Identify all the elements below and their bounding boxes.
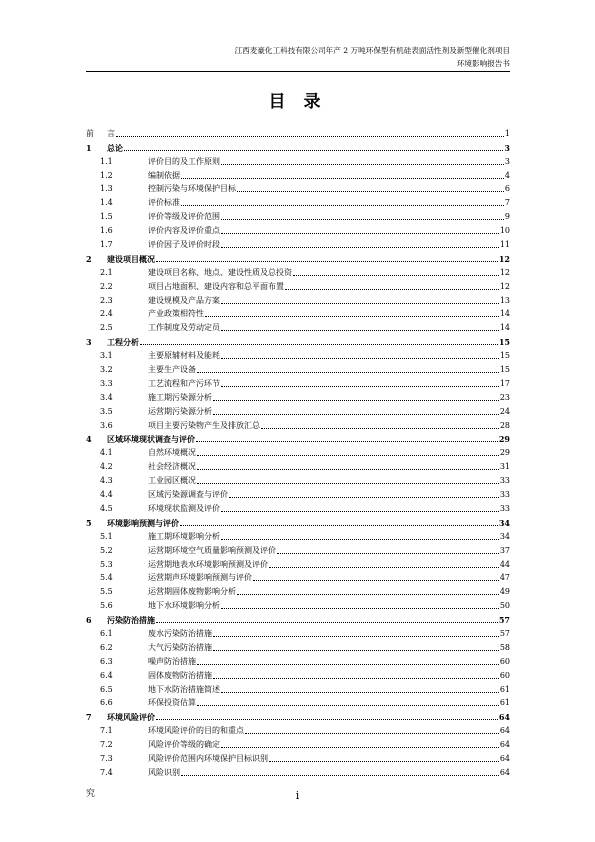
toc-section-entry[interactable] bbox=[86, 458, 510, 472]
toc-dot-leader bbox=[293, 275, 499, 276]
toc-entry-page: 29 bbox=[498, 434, 510, 445]
toc-section-entry[interactable] bbox=[86, 736, 510, 750]
toc-entry-title: 区域污染源调查与评价 bbox=[148, 490, 228, 500]
toc-entry-title: 地下水环境影响分析 bbox=[148, 601, 220, 611]
toc-entry-page: 29 bbox=[499, 448, 510, 458]
toc-entry-page: 47 bbox=[499, 573, 510, 583]
toc-chapter-entry[interactable] bbox=[86, 514, 510, 528]
toc-entry-page: 3 bbox=[504, 156, 510, 166]
toc-entry-title: 评价内容及评价重点 bbox=[148, 226, 220, 236]
toc-dot-leader bbox=[205, 316, 499, 317]
toc-entry-number: 3.1 bbox=[100, 351, 113, 361]
toc-chapter-entry[interactable] bbox=[86, 611, 510, 625]
toc-dot-leader bbox=[253, 580, 499, 581]
toc-entry-page: 15 bbox=[499, 365, 510, 375]
running-header bbox=[90, 44, 510, 70]
toc-entry-page: 33 bbox=[499, 490, 510, 500]
toc-entry-title: 主要生产设备 bbox=[148, 365, 196, 375]
footer-left-text: 究 bbox=[86, 789, 96, 799]
toc-entry-title: 编制依据 bbox=[148, 170, 180, 180]
page-title: 目 录 bbox=[268, 92, 327, 112]
toc-dot-leader bbox=[277, 553, 499, 554]
toc-entry-page: 64 bbox=[498, 712, 510, 723]
toc-dot-leader bbox=[221, 539, 499, 540]
toc-chapter-entry[interactable] bbox=[86, 250, 510, 264]
toc-entry-page: 33 bbox=[499, 503, 510, 513]
toc-section-entry[interactable] bbox=[86, 639, 510, 653]
toc-dot-leader bbox=[180, 525, 498, 526]
toc-entry-title: 总论 bbox=[107, 142, 123, 153]
toc-entry-title: 大气污染防治措施 bbox=[148, 642, 212, 652]
toc-entry-title: 项目主要污染物产生及排放汇总 bbox=[148, 420, 260, 430]
toc-dot-leader bbox=[229, 497, 499, 498]
toc-entry-title: 运营期固体废物影响分析 bbox=[148, 587, 236, 597]
toc-section-entry[interactable] bbox=[86, 375, 510, 389]
toc-entry-page: 33 bbox=[499, 476, 510, 486]
toc-dot-leader bbox=[140, 344, 498, 345]
toc-section-entry[interactable] bbox=[86, 625, 510, 639]
toc-section-entry[interactable] bbox=[86, 278, 510, 292]
toc-entry-title: 环保投资估算 bbox=[148, 698, 196, 708]
toc-entry-title: 评价目的及工作原则 bbox=[148, 156, 220, 166]
toc-dot-leader bbox=[237, 191, 504, 192]
toc-entry-title: 建设项目名称、地点、建设性质及总投资 bbox=[148, 267, 292, 277]
toc-entry-page: 10 bbox=[499, 226, 510, 236]
toc-entry-page: 12 bbox=[498, 253, 510, 264]
toc-entry-title: 地下水防治措施简述 bbox=[148, 684, 220, 694]
toc-section-entry[interactable] bbox=[86, 583, 510, 597]
toc-entry-title: 主要原辅材料及能耗 bbox=[148, 351, 220, 361]
toc-dot-leader bbox=[261, 428, 499, 429]
toc-entry-page: 12 bbox=[499, 267, 510, 277]
toc-entry-number: 6.3 bbox=[100, 656, 113, 666]
toc-entry-title: 环境现状监测及评价 bbox=[148, 503, 220, 513]
toc-dot-leader bbox=[269, 761, 499, 762]
toc-entry-page: 12 bbox=[499, 281, 510, 291]
toc-entry-number: 7.1 bbox=[100, 726, 113, 736]
toc-entry-page: 6 bbox=[504, 184, 510, 194]
toc-entry-number: 7.2 bbox=[100, 740, 113, 750]
toc-entry-title: 噪声防治措施 bbox=[148, 656, 196, 666]
toc-entry-page: 57 bbox=[499, 628, 510, 638]
toc-entry-title: 环境影响预测与评价 bbox=[107, 517, 179, 528]
toc-entry-page: 57 bbox=[498, 615, 510, 626]
toc-entry-page: 61 bbox=[499, 698, 510, 708]
toc-entry-title: 施工期环境影响分析 bbox=[148, 531, 220, 541]
toc-dot-leader bbox=[221, 692, 499, 693]
toc-entry-title: 环境风险评价 bbox=[107, 712, 155, 723]
toc-section-entry[interactable] bbox=[86, 542, 510, 556]
toc-entry-title: 运营期声环境影响预测与评价 bbox=[148, 573, 252, 583]
toc-section-entry[interactable] bbox=[86, 319, 510, 333]
toc-entry-title: 评价因子及评价时段 bbox=[148, 240, 220, 250]
toc-dot-leader bbox=[116, 136, 504, 137]
toc-entry-title: 建设规模及产品方案 bbox=[148, 295, 220, 305]
toc-entry-title: 运营期污染源分析 bbox=[148, 406, 212, 416]
toc-entry-number: 2.5 bbox=[100, 323, 113, 333]
toc-entry-number: 5.6 bbox=[100, 601, 113, 611]
toc-entry-page: 58 bbox=[499, 642, 510, 652]
toc-entry-title: 固体废物防治措施 bbox=[148, 670, 212, 680]
toc-section-entry[interactable] bbox=[86, 722, 510, 736]
toc-dot-leader bbox=[213, 678, 499, 679]
toc-entry-title: 控制污染与环境保护目标 bbox=[148, 184, 236, 194]
toc-dot-leader bbox=[213, 636, 499, 637]
toc-entry-number: 3.5 bbox=[100, 406, 113, 416]
toc-dot-leader bbox=[221, 608, 499, 609]
toc-entry-title: 工艺流程和产污环节 bbox=[148, 378, 220, 388]
toc-section-entry[interactable] bbox=[86, 153, 510, 167]
toc-dot-leader bbox=[196, 441, 498, 442]
toc-entry-page: 50 bbox=[499, 601, 510, 611]
toc-entry-number: 1.1 bbox=[100, 156, 113, 166]
toc-entry-page: 64 bbox=[499, 740, 510, 750]
toc-dot-leader bbox=[181, 775, 499, 776]
toc-dot-leader bbox=[221, 330, 499, 331]
toc-entry-number: 6.5 bbox=[100, 684, 113, 694]
toc-entry-title: 工程分析 bbox=[107, 337, 139, 348]
toc-dot-leader bbox=[213, 400, 499, 401]
toc-entry-number: 前 bbox=[86, 128, 101, 138]
toc-entry-number: 1.4 bbox=[100, 198, 113, 208]
toc-chapter-entry[interactable] bbox=[86, 708, 510, 722]
toc-entry-number: 6 bbox=[86, 615, 92, 626]
toc-section-entry[interactable] bbox=[86, 570, 510, 584]
toc-entry-number: 3 bbox=[86, 337, 92, 348]
toc-section-entry[interactable] bbox=[86, 528, 510, 542]
toc-entry-page: 14 bbox=[499, 323, 510, 333]
toc-entry-page: 15 bbox=[498, 337, 510, 348]
toc-dot-leader bbox=[221, 247, 499, 248]
toc-chapter-entry[interactable] bbox=[86, 431, 510, 445]
toc-section-entry[interactable] bbox=[86, 347, 510, 361]
toc-chapter-entry[interactable] bbox=[86, 139, 510, 153]
toc-entry-page: 34 bbox=[499, 531, 510, 541]
toc-section-entry[interactable] bbox=[86, 597, 510, 611]
toc-entry-page: 17 bbox=[499, 378, 510, 388]
toc-dot-leader bbox=[245, 733, 499, 734]
toc-entry-number: 5.3 bbox=[100, 559, 113, 569]
toc-dot-leader bbox=[269, 567, 499, 568]
toc-entry-number: 6.6 bbox=[100, 698, 113, 708]
toc-entry-number: 2.4 bbox=[100, 309, 113, 319]
toc-section-entry[interactable] bbox=[86, 653, 510, 667]
toc-dot-leader bbox=[221, 747, 499, 748]
toc-entry-title: 风险评价范围内环境保护目标识别 bbox=[148, 753, 268, 763]
toc-section-entry[interactable] bbox=[86, 222, 510, 236]
toc-dot-leader bbox=[156, 622, 498, 623]
toc-entry-page: 1 bbox=[504, 128, 510, 138]
toc-entry-page: 9 bbox=[504, 212, 510, 222]
toc-section-entry[interactable] bbox=[86, 403, 510, 417]
toc-dot-leader bbox=[221, 511, 499, 512]
toc-dot-leader bbox=[197, 705, 499, 706]
toc-entry-number: 2.2 bbox=[100, 281, 113, 291]
toc-chapter-entry[interactable] bbox=[86, 333, 510, 347]
toc-entry-number: 2.3 bbox=[100, 295, 113, 305]
toc-section-entry[interactable] bbox=[86, 486, 510, 500]
toc-section-entry[interactable] bbox=[86, 444, 510, 458]
toc-entry-number: 4 bbox=[86, 434, 92, 445]
toc-entry-page: 11 bbox=[499, 240, 510, 250]
toc-entry-number: 7.4 bbox=[100, 767, 113, 777]
toc-dot-leader bbox=[181, 178, 504, 179]
toc-entry-page: 64 bbox=[499, 726, 510, 736]
toc-entry-title: 建设项目概况 bbox=[107, 253, 155, 264]
toc-section-entry[interactable] bbox=[86, 236, 510, 250]
header-line-2: 环境影响报告书 bbox=[456, 59, 510, 68]
toc-entry-number: 5.5 bbox=[100, 587, 113, 597]
toc-entry-page: 7 bbox=[504, 198, 510, 208]
toc-dot-leader bbox=[197, 483, 499, 484]
toc-entry-number: 3.3 bbox=[100, 378, 113, 388]
toc-entry-number: 4.5 bbox=[100, 503, 113, 513]
toc-entry-number: 1.2 bbox=[100, 170, 113, 180]
toc-entry-page: 3 bbox=[504, 142, 510, 153]
toc-entry-number: 3.6 bbox=[100, 420, 113, 430]
toc-entry-page: 61 bbox=[499, 684, 510, 694]
toc-entry-number: 5.4 bbox=[100, 573, 113, 583]
toc-entry-title: 施工期污染源分析 bbox=[148, 392, 212, 402]
toc-section-entry[interactable] bbox=[86, 292, 510, 306]
toc-entry-number: 6.1 bbox=[100, 628, 113, 638]
toc-section-entry[interactable] bbox=[86, 306, 510, 320]
header-line-1: 江西麦豪化工科技有限公司年产 2 万吨环保型有机硅表面活性剂及新型催化剂项目 bbox=[234, 46, 510, 55]
toc-entry-page: 13 bbox=[499, 295, 510, 305]
toc-entry-page: 60 bbox=[499, 670, 510, 680]
page-number: i bbox=[295, 789, 300, 802]
toc-section-entry[interactable] bbox=[86, 556, 510, 570]
toc-entry-number: 4.4 bbox=[100, 490, 113, 500]
toc-dot-leader bbox=[197, 372, 499, 373]
toc-section-entry[interactable] bbox=[86, 417, 510, 431]
toc-entry-number: 5.2 bbox=[100, 545, 113, 555]
toc-entry-title: 工业园区概况 bbox=[148, 476, 196, 486]
toc-entry-number: 1.5 bbox=[100, 212, 113, 222]
toc-entry-page: 49 bbox=[499, 587, 510, 597]
toc-dot-leader bbox=[197, 469, 499, 470]
toc-dot-leader bbox=[221, 358, 499, 359]
toc-entry-number: 3.4 bbox=[100, 392, 113, 402]
toc-section-entry[interactable] bbox=[86, 681, 510, 695]
toc-section-entry[interactable] bbox=[86, 181, 510, 195]
toc-entry-number: 1.6 bbox=[100, 226, 113, 236]
toc-entry-title: 运营期环境空气质量影响预测及评价 bbox=[148, 545, 276, 555]
toc-entry-number: 4.2 bbox=[100, 462, 113, 472]
toc-section-entry[interactable] bbox=[86, 750, 510, 764]
toc-entry-title: 风险评价等级的确定 bbox=[148, 740, 220, 750]
toc-dot-leader bbox=[197, 455, 499, 456]
toc-entry-title: 工作制度及劳动定员 bbox=[148, 323, 220, 333]
toc-section-entry[interactable] bbox=[86, 764, 510, 778]
toc-entry-number: 3.2 bbox=[100, 365, 113, 375]
toc-entry-page: 37 bbox=[499, 545, 510, 555]
toc-entry-title: 评价等级及评价范围 bbox=[148, 212, 220, 222]
toc-dot-leader bbox=[181, 205, 504, 206]
toc-section-entry[interactable] bbox=[86, 361, 510, 375]
toc-entry-page: 23 bbox=[499, 392, 510, 402]
toc-section-entry[interactable] bbox=[86, 194, 510, 208]
toc-entry-page: 60 bbox=[499, 656, 510, 666]
toc-section-entry[interactable] bbox=[86, 389, 510, 403]
toc-entry-number: 4.1 bbox=[100, 448, 113, 458]
toc-entry-title: 运营期地表水环境影响预测及评价 bbox=[148, 559, 268, 569]
toc-dot-leader bbox=[156, 719, 498, 720]
toc-entry-page: 28 bbox=[499, 420, 510, 430]
toc-entry-number: 5.1 bbox=[100, 531, 113, 541]
toc-dot-leader bbox=[213, 414, 499, 415]
toc-dot-leader bbox=[221, 386, 499, 387]
toc-section-entry[interactable] bbox=[86, 208, 510, 222]
toc-entry-title: 评价标准 bbox=[148, 198, 180, 208]
toc-section-entry[interactable] bbox=[86, 167, 510, 181]
toc-chapter-entry[interactable] bbox=[86, 125, 510, 139]
toc-entry-number: 1 bbox=[86, 142, 92, 153]
toc-section-entry[interactable] bbox=[86, 500, 510, 514]
toc-section-entry[interactable] bbox=[86, 264, 510, 278]
toc-entry-title: 废水污染防治措施 bbox=[148, 628, 212, 638]
toc-entry-number: 6.4 bbox=[100, 670, 113, 680]
toc-entry-number: 2 bbox=[86, 253, 92, 264]
toc-entry-number: 1.3 bbox=[100, 184, 113, 194]
toc-entry-title: 产业政策相符性 bbox=[148, 309, 204, 319]
toc-entry-number: 6.2 bbox=[100, 642, 113, 652]
toc-entry-title: 社会经济概况 bbox=[148, 462, 196, 472]
toc-dot-leader bbox=[221, 303, 499, 304]
header-rule bbox=[86, 71, 510, 72]
toc-entry-number: 5 bbox=[86, 517, 92, 528]
toc-entry-number: 7.3 bbox=[100, 753, 113, 763]
toc-dot-leader bbox=[221, 219, 504, 220]
toc-entry-page: 4 bbox=[504, 170, 510, 180]
toc-entry-page: 44 bbox=[499, 559, 510, 569]
toc-dot-leader bbox=[285, 289, 499, 290]
toc-entry-title: 风险识别 bbox=[148, 767, 180, 777]
toc-section-entry[interactable] bbox=[86, 667, 510, 681]
toc-entry-page: 34 bbox=[498, 517, 510, 528]
toc-entry-number: 7 bbox=[86, 712, 92, 723]
toc-dot-leader bbox=[197, 664, 499, 665]
toc-entry-title: 项目占地面积、建设内容和总平面布置 bbox=[148, 281, 284, 291]
toc-dot-leader bbox=[221, 164, 504, 165]
toc-entry-title: 区域环境现状调查与评价 bbox=[107, 434, 195, 445]
toc-entry-page: 14 bbox=[499, 309, 510, 319]
toc-section-entry[interactable] bbox=[86, 695, 510, 709]
toc-entry-page: 64 bbox=[499, 753, 510, 763]
table-of-contents bbox=[86, 125, 510, 778]
toc-entry-page: 31 bbox=[499, 462, 510, 472]
toc-dot-leader bbox=[124, 150, 503, 151]
toc-entry-number: 2.1 bbox=[100, 267, 113, 277]
toc-entry-title: 环境风险评价的目的和重点 bbox=[148, 726, 244, 736]
toc-entry-title: 污染防治措施 bbox=[107, 615, 155, 626]
toc-entry-page: 64 bbox=[499, 767, 510, 777]
toc-dot-leader bbox=[156, 261, 498, 262]
toc-section-entry[interactable] bbox=[86, 472, 510, 486]
toc-dot-leader bbox=[237, 594, 499, 595]
toc-entry-title: 言 bbox=[107, 128, 115, 138]
toc-entry-page: 15 bbox=[499, 351, 510, 361]
toc-entry-page: 24 bbox=[499, 406, 510, 416]
toc-entry-title: 自然环境概况 bbox=[148, 448, 196, 458]
toc-dot-leader bbox=[213, 650, 499, 651]
toc-dot-leader bbox=[221, 233, 499, 234]
toc-entry-number: 4.3 bbox=[100, 476, 113, 486]
toc-entry-number: 1.7 bbox=[100, 240, 113, 250]
